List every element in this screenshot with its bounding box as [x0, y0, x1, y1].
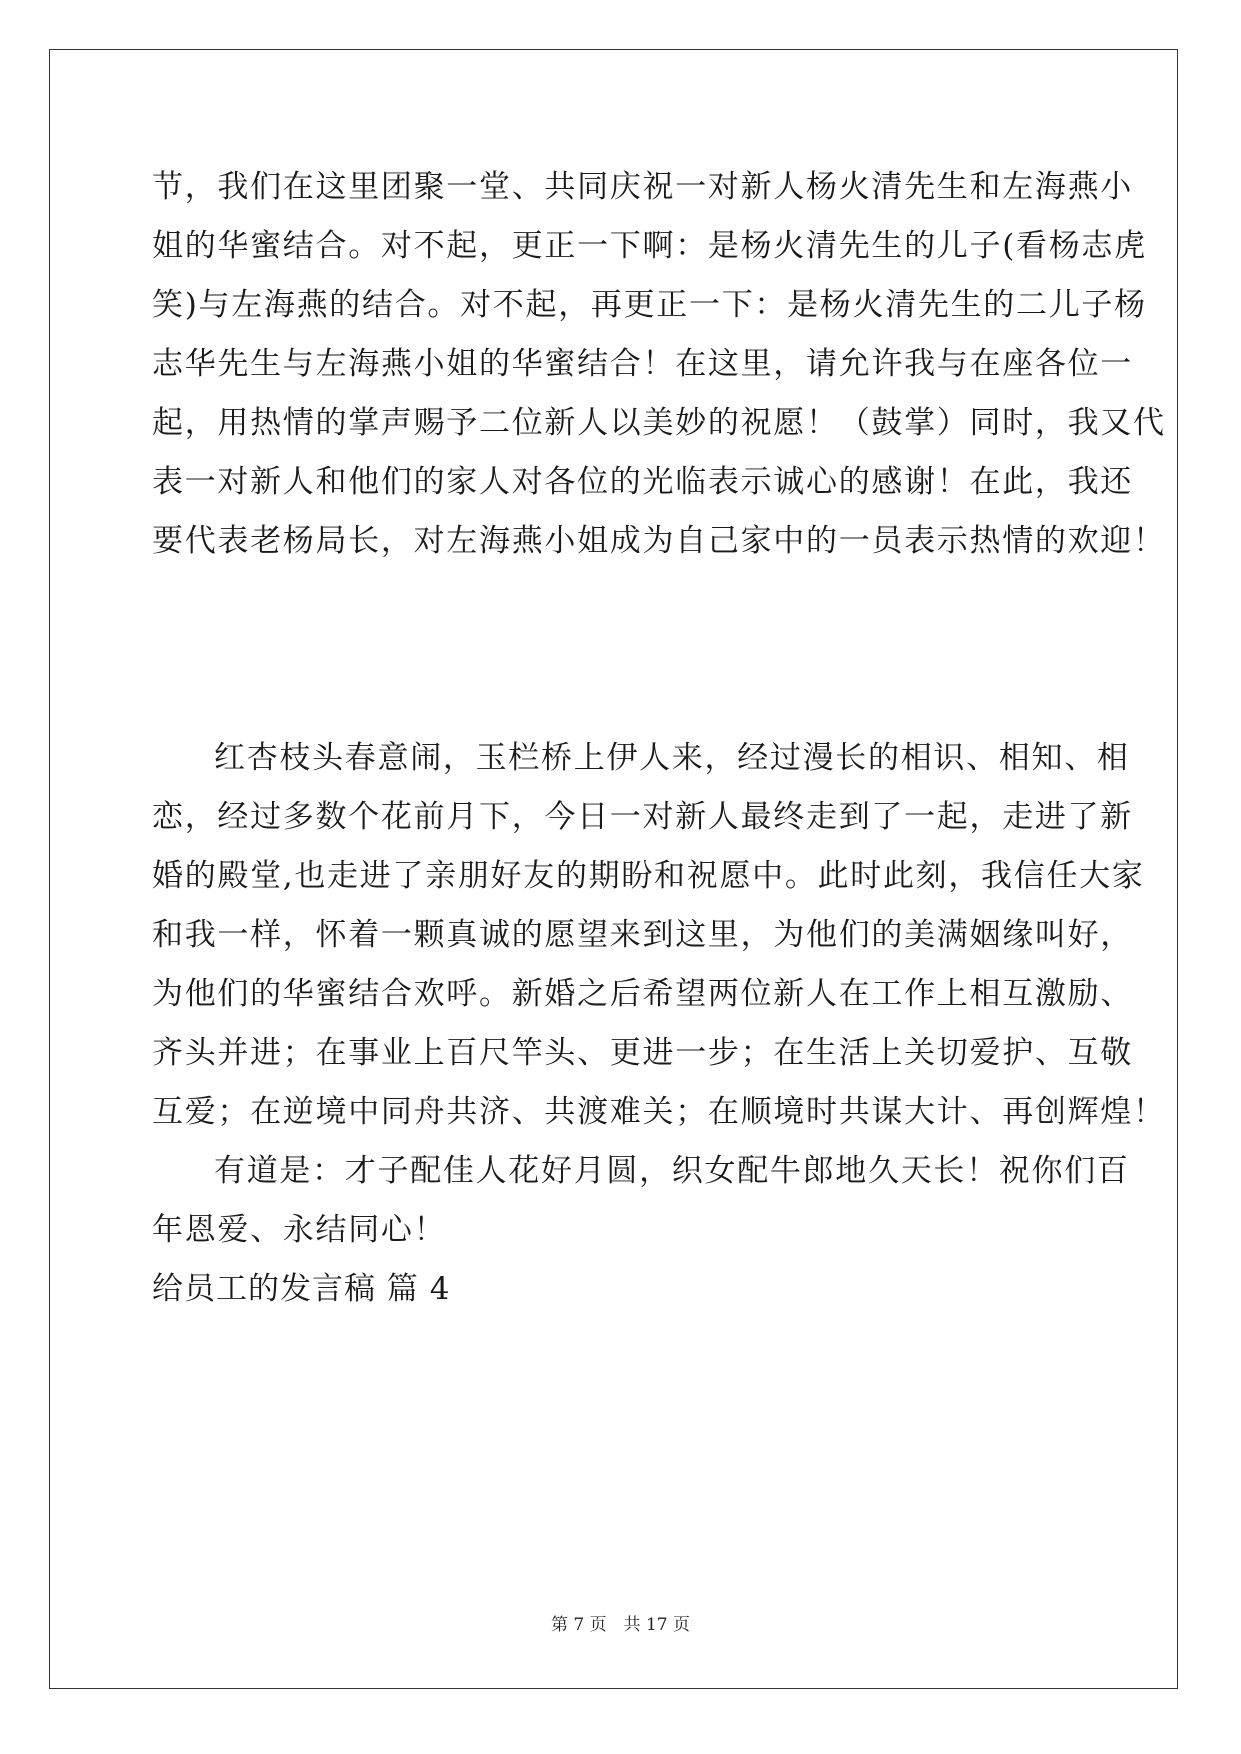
- body-line-5: 起，用热情的掌声赐予二位新人以美妙的祝愿！（鼓掌）同时，我又代: [152, 405, 1166, 441]
- section-heading: 给员工的发言稿 篇 4: [152, 1271, 451, 1307]
- body-line-1: 节，我们在这里团聚一堂、共同庆祝一对新人杨火清先生和左海燕小: [152, 169, 1133, 205]
- paragraph-2-line-1: 红杏枝头春意闹，玉栏桥上伊人来，经过漫长的相识、相知、相: [214, 740, 1130, 776]
- body-line-6: 表一对新人和他们的家人对各位的光临表示诚心的感谢！在此，我还: [152, 464, 1133, 500]
- paragraph-2-line-7: 互爱；在逆境中同舟共济、共渡难关；在顺境时共谋大计、再创辉煌！: [152, 1094, 1166, 1130]
- body-line-4: 志华先生与左海燕小姐的华蜜结合！在这里，请允许我与在座各位一: [152, 346, 1133, 382]
- body-line-7: 要代表老杨局长，对左海燕小姐成为自己家中的一员表示热情的欢迎！: [152, 523, 1166, 559]
- paragraph-2-line-4: 和我一样，怀着一颗真诚的愿望来到这里，为他们的美满姻缘叫好，: [152, 917, 1133, 953]
- paragraph-2-line-5: 为他们的华蜜结合欢呼。新婚之后希望两位新人在工作上相互激励、: [152, 976, 1133, 1012]
- paragraph-3-line-2: 年恩爱、永结同心！: [152, 1212, 447, 1248]
- body-line-3: 笑)与左海燕的结合。对不起，再更正一下：是杨火清先生的二儿子杨: [152, 287, 1147, 323]
- paragraph-3-line-1: 有道是：才子配佳人花好月圆，织女配牛郎地久天长！祝你们百: [214, 1153, 1130, 1189]
- body-line-2: 姐的华蜜结合。对不起，更正一下啊：是杨火清先生的儿子(看杨志虎: [152, 228, 1147, 264]
- paragraph-2-line-3: 婚的殿堂,也走进了亲朋好友的期盼和祝愿中。此时此刻，我信任大家: [152, 858, 1145, 894]
- paragraph-2-line-2: 恋，经过多数个花前月下，今日一对新人最终走到了一起，走进了新: [152, 799, 1133, 835]
- page-number-footer: 第 7 页 共 17 页: [550, 1615, 691, 1635]
- paragraph-2-line-6: 齐头并进；在事业上百尺竿头、更进一步；在生活上关切爱护、互敬: [152, 1035, 1133, 1071]
